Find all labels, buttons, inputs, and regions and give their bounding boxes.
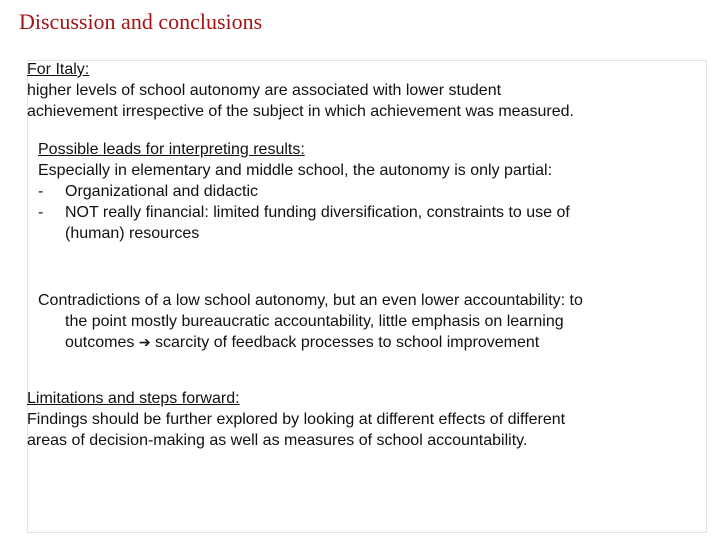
limitations-line-2: areas of decision-making as well as measures of school accountability.: [27, 432, 528, 449]
contradictions-line-1: Contradictions of a low school autonomy, but an even lower accountability: to: [38, 292, 583, 309]
italy-line-2: achievement irrespective of the subject in which achievement was measured.: [27, 103, 574, 120]
limitations-line-1: Findings should be further explored by looking at different effects of different: [27, 411, 566, 428]
right-arrow-icon: ➔: [138, 334, 151, 350]
italy-section: [27, 59, 574, 122]
leads-bullet-2-line-1: NOT really financial: limited funding diversification, constraints to use of: [65, 204, 570, 221]
contradictions-scarcity-text: scarcity of feedback processes to school improvement: [155, 334, 540, 351]
leads-bullet-1: [38, 181, 570, 202]
bullet-dash: -: [38, 183, 44, 200]
italy-heading: For Italy:: [27, 61, 90, 78]
contradictions-line-3: [38, 332, 583, 353]
bullet-dash: -: [38, 204, 44, 221]
contradictions-outcomes-text: outcomes: [65, 334, 135, 351]
leads-heading: Possible leads for interpreting results:: [38, 141, 305, 158]
slide-title: Discussion and conclusions: [19, 9, 263, 34]
limitations-heading: Limitations and steps forward:: [27, 390, 240, 407]
leads-bullet-2-line-2: (human) resources: [65, 225, 200, 242]
leads-intro: Especially in elementary and middle school, the autonomy is only partial:: [38, 162, 553, 179]
limitations-section: [27, 388, 565, 451]
leads-bullet-1-line-1: Organizational and didactic: [65, 183, 259, 200]
leads-section: [38, 139, 570, 244]
contradictions-section: [38, 290, 583, 353]
leads-bullet-2: [38, 202, 570, 244]
contradictions-line-2: the point mostly bureaucratic accountability, little emphasis on learning: [65, 313, 564, 330]
italy-line-1: higher levels of school autonomy are associated with lower student: [27, 82, 502, 99]
